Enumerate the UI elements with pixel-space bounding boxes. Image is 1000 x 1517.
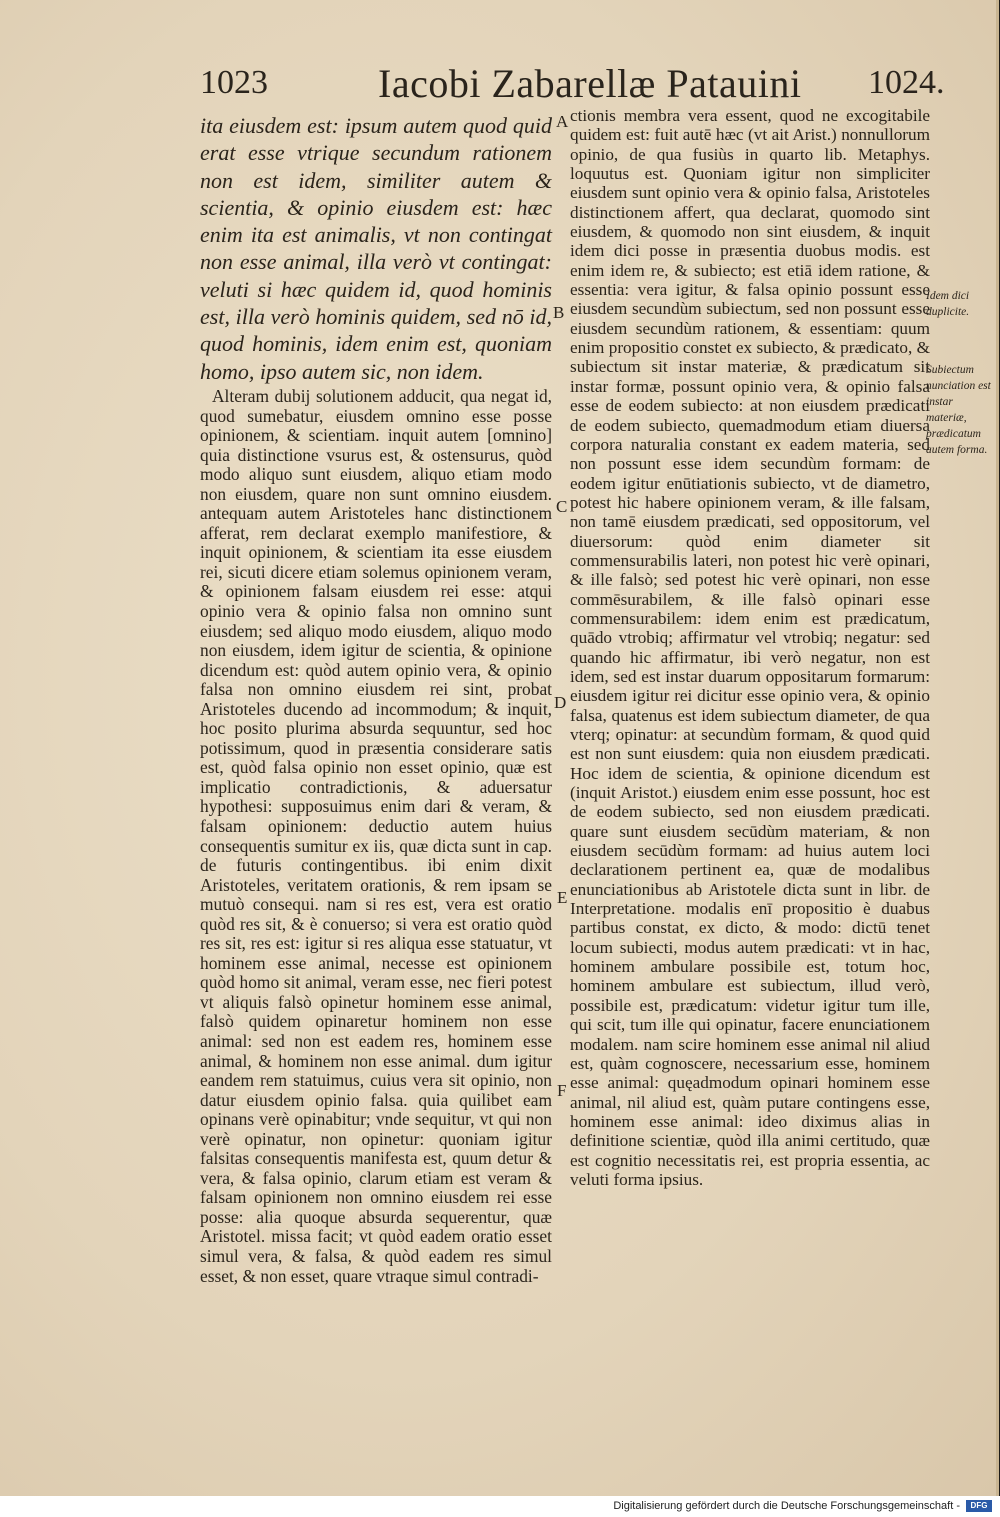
dfg-logo-icon: DFG xyxy=(966,1500,992,1512)
section-letter-e: E xyxy=(557,888,568,907)
right-column xyxy=(570,106,930,1189)
section-letter-c: C xyxy=(556,497,568,516)
running-head: Iacobi Zabarellæ Patauini xyxy=(378,61,802,106)
left-column xyxy=(200,112,552,1286)
commentary-right: ctionis membra vera essent, quod ne excogitabile quidem est: fuit autē hæc (vt ait Arist.) nonnullorum opinio, de qua fusiùs in quarto lib. Metaphys. loquutus est. Quoniam igitur non simpliciter eiusdem sunt opinio vera & opinio falsa, Aristoteles distinctionem affert, qua declarat, quomodo sint eiusdem, & quomodo non sint eiusdem, & inquit idem dici posse in præsentia duobus modis. est enim idem re, & subiecto; est etiā idem ratione, & essentia: vera igitur, & falsa opinio possunt esse eiusdem secundùm subiectum, sed non possunt esse eiusdem secundùm rationem, & essentiam: quum enim propositio constet ex subiecto, & prædicato, & subiectum sit instar materiæ, & prædicatum sit instar formæ, possunt opinio vera, & opinio falsa esse de eodem subiecto: at non eiusdem prædicati de eodem subiecto, quemadmodum etiam diuersa corpora naturalia constant ex eadem materia, sed non possunt esse idem secundùm formam: de eodem igitur enūtiationis subiecto, vt de diametro, potest hic habere opinionem veram, & ille falsam, non tamē eiusdem prædicati, sed oppositorum, vel diuersorum: quòd enim diameter sit commensurabilis lateri, non potest hic verè opinari, & ille falsò; sed potest hic verè opinari, non esse commēsurabilem, & ille falsò opinari esse commensurabilem: idem enim est prædicatum, quādo vtrobiq; affirmatur vel vtrobiq; negatur: sed quando hic affirmatur, ibi verò negatur, non est idem, sed est instar duarum oppositarum formarum: eiusdem igitur rei dicitur esse opinio vera, & opinio falsa, quatenus est idem subiectum diameter, de qua vterq; opinatur: at secundùm formam, & quod quid est non sunt eiusdem: quia non eiusdem prædicati. Hoc idem de scientia, & opinione dicendum est (inquit Aristot.) eiusdem enim esse possunt, hoc est de eodem subiecto, sed non eiusdem prædicati. quare sunt eiusdem secūdùm materiam, & non eiusdem secūdùm formam: ad huius autem loci declarationem pertinent ea, quæ de modalibus enunciationibus ab Aristotele dicta sunt in libr. de Interpretatione. modalis enī propositio è duabus partibus constat, ex dicto, & modo: dictū tenet locum subiecti, modus autem prædicati: vt in hac, hominem ambulare possibile est, totum hoc, hominem ambulare est subiectum, illud verò, possibile est, prædicatum: videtur igitur tum ille, qui scit, tum ille qui opinatur, facere enunciationem modalem. nam scire hominem esse animal nil aliud est, quàm cognoscere, necessarium esse, hominem esse animal: quęadmodum opinari hominem esse animal, nil aliud est, quàm putare contingens esse, hominem esse animal: ideo diximus alias in definitione scientiæ, quòd illa animi certitudo, quæ est cognitio necessitatis rei, est propria essentia, ac veluti forma ipsius. xyxy=(570,106,930,1189)
margin-note-subiectum: Subiectum nunciation est instar materiæ, prædicatum autem forma. xyxy=(926,364,991,456)
margin-note-idem: Idem dici duplicite. xyxy=(926,290,970,318)
commentary-left: Alteram dubij solutionem adducit, qua negat id, quod sumebatur, eiusdem omnino esse posse opinionem, & scientiam. inquit autem [omnino] quia distinctione vsurus est, & ostensurus, quòd modo aliquo sunt eiusdem, aliquo etiam modo non eiusdem, quare non sunt omnino eiusdem. antequam autem Aristoteles hanc distinctionem afferat, rem declarat exemplo manifestiore, & inquit opinionem, & scientiam ita esse eiusdem rei, sicuti dicere etiam solemus opinionem veram, & opinionem falsam eiusdem rei esse: atqui opinio vera & opinio falsa non omnino sunt eiusdem; sed aliquo modo eiusdem, aliquo modo non eiusdem, idem igitur de scientia, & opinione dicendum est: quòd autem opinio vera, & opinio falsa non omnino eiusdem rei sint, probat Aristoteles ducendo ad incommodum; & inquit, hoc posito plurima absurda sequuntur, sed hoc potissimum, quod in præsentia considerare satis est, quòd falsa opinio non esset opinio, quæ est implicatio contradictionis, & aduersatur hypothesi: supposuimus enim dari & veram, & falsam opinionem: deductio autem huius consequentis sumitur ex iis, quæ dicta sunt in cap. de futuris contingentibus. ibi enim dixit Aristoteles, veritatem orationis, & rem ipsam se mutuò consequi. nam si res est, vera est oratio quòd res sit, & è conuerso; si vera est oratio quòd res sit, res est: igitur si res aliqua esse statuatur, vt hominem esse animal, necesse est opinionem quòd homo sit animal, veram esse, nec fieri potest vt aliquis falsò opinetur hominem esse animal, falsò quidem opinaretur hominem non esse animal: sed non est eadem res, hominem esse animal, & hominem non esse animal. dum igitur eandem rem statuimus, cuius vera sit opinio, non datur eiusdem opinio falsa. quia quilibet eam opinans verè opinabitur; vnde sequitur, vt qui non verè opinatur, non opinetur: quoniam igitur falsitas consequentis manifesta est, quum detur & vera, & falsa opinio, clarum etiam est veram & falsam opinionem non omnino eiusdem rei esse posse: alia quoque absurda sequerentur, quæ Aristotel. missa facit; vt quòd eadem oratio esset simul vera, & falsa, & quòd eadem res simul esset, & non esset, quare vtraque simul contradi- xyxy=(200,385,552,1286)
section-letter-b: B xyxy=(553,303,565,322)
section-letter-a: A xyxy=(556,112,569,131)
section-letter-f: F xyxy=(557,1081,567,1100)
footer-credit: Digitalisierung gefördert durch die Deutsche Forschungsgemeinschaft - xyxy=(613,1500,960,1512)
digitization-footer xyxy=(0,1496,1000,1517)
page-number-right: 1024. xyxy=(868,64,945,101)
page-number-left: 1023 xyxy=(200,64,268,101)
section-letter-d: D xyxy=(554,693,567,712)
page-header xyxy=(0,60,996,110)
aristotle-quote: ita eiusdem est: ipsum autem quod quid erat esse vtrique secundum rationem non est idem, similiter autem & scientia, & opinio eiusdem est: hæc enim ita est animalis, vt non contingat non esse animal, illa verò vt contingat: veluti si hæc quidem id, quod hominis est, illa verò hominis quidem, sed nō id, quod hominis, idem enim est, quoniam homo, ipso autem sic, non idem. xyxy=(200,113,552,384)
